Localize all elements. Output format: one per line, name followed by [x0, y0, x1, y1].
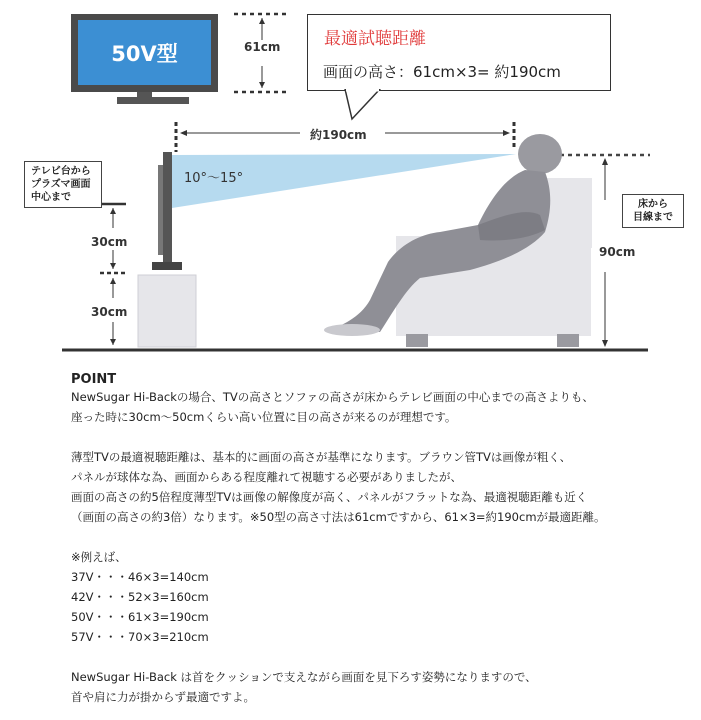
tv-height-label: 61cm — [244, 40, 281, 54]
right-note-line-1: 床から — [638, 199, 668, 210]
left-note-line-3: 中心まで — [31, 192, 71, 203]
upper-height-label: 30cm — [91, 235, 128, 249]
point-line: 画面の高さの約5倍程度薄型TVは画像の解像度が高く、パネルがフラットな為、最適視聴距離も近く — [71, 490, 588, 504]
point-heading: POINT — [71, 372, 117, 387]
left-note-box — [24, 161, 102, 208]
eye-height-label: 90cm — [599, 245, 636, 259]
point-line: NewSugar Hi-Backの場合、TVの高さとソファの高さが床からテレビ画面の中心までの高さよりも、 — [71, 390, 594, 404]
point-line: ※例えば、 — [71, 550, 127, 564]
lower-height-label: 30cm — [91, 305, 128, 319]
point-line — [71, 427, 691, 447]
left-note-line-2: プラズマ画面 — [31, 179, 91, 190]
left-note-line-1: テレビ台から — [31, 166, 91, 177]
tv-size-label: 50V型 — [78, 20, 211, 85]
point-line: （画面の高さの約3倍）なります。※50型の高さ寸法は61cmですから、61×3=約190cmが最適距離。 — [71, 510, 606, 524]
callout-title: 最適試聴距離 — [324, 29, 426, 49]
point-line: パネルが球体な為、画面からある程度離れて視聴する必要がありましたが、 — [71, 470, 462, 484]
point-line: 首や肩に力が掛からず最適ですよ。 — [71, 690, 255, 704]
example-line: 57V・・・70×3=210cm — [71, 630, 209, 644]
point-line: 座った時に30cm〜50cmくらい高い位置に目の高さが来るのが理想です。 — [71, 410, 457, 424]
angle-label: 10°〜15° — [184, 171, 244, 186]
example-line: 50V・・・61×3=190cm — [71, 610, 209, 624]
example-line: 37V・・・46×3=140cm — [71, 570, 209, 584]
right-note-line-2: 目線まで — [633, 212, 673, 223]
point-line — [71, 527, 691, 547]
point-line: NewSugar Hi-Back は首をクッションで支えながら画面を見下ろす姿勢になりますので、 — [71, 670, 537, 684]
distance-label: 約190cm — [306, 126, 371, 143]
point-body — [71, 387, 691, 707]
point-line: 薄型TVの最適視聴距離は、基本的に画面の高さが基準になります。ブラウン管TVは画像が粗く、 — [71, 450, 572, 464]
callout-body: 画面の高さ：61cm×3= 約190cm — [323, 63, 561, 81]
example-line: 42V・・・52×3=160cm — [71, 590, 209, 604]
point-line — [71, 647, 691, 667]
right-note-box — [622, 194, 684, 228]
